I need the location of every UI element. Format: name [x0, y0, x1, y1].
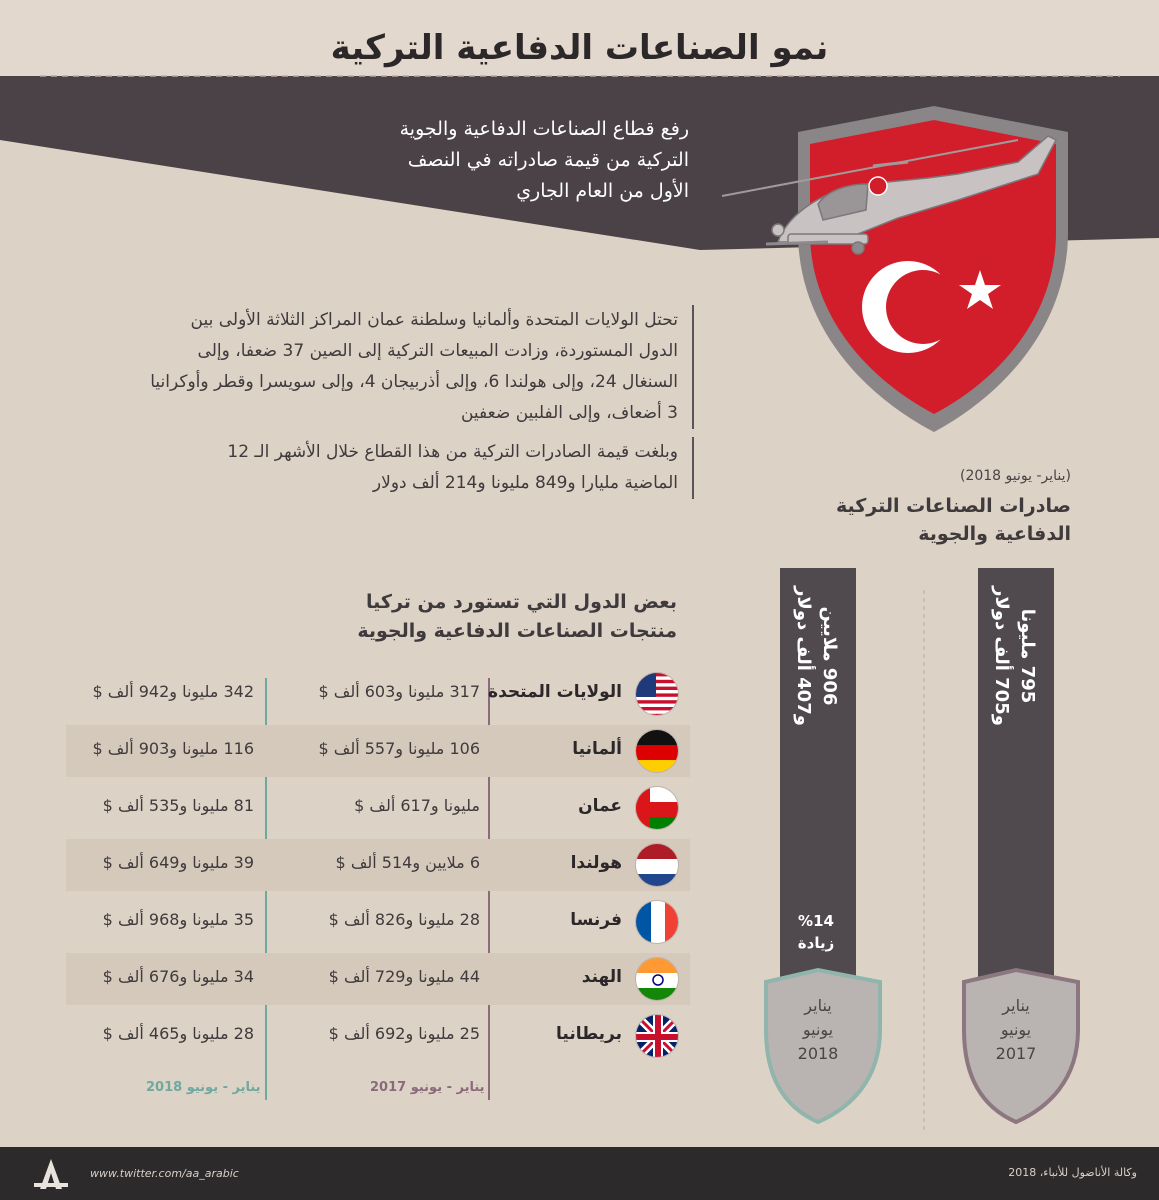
countries-title-line: بعض الدول التي تستورد من تركيا: [366, 591, 677, 613]
increase-badge: [780, 910, 852, 954]
bar-2018-line2: و407 ألف دولار: [793, 586, 814, 726]
france-flag-icon: [635, 900, 679, 944]
country-name: الولايات المتحدة: [488, 682, 622, 702]
paragraph-importers: [134, 305, 694, 429]
bar-2018-label: [790, 586, 842, 726]
country-name: ألمانيا: [572, 739, 622, 759]
turkish-shield-emblem: [718, 92, 1098, 452]
countries-title-line: منتجات الصناعات الدفاعية والجوية: [357, 620, 677, 642]
increase-percent: %14: [798, 912, 834, 930]
exports-title-line: الدفاعية والجوية: [918, 523, 1071, 545]
value-2017: مليونا و617 ألف $: [354, 796, 480, 815]
value-2018: 116 مليونا و903 ألف $: [92, 739, 254, 758]
table-row: [66, 839, 690, 891]
paragraph-line: السنغال 24، وإلى هولندا 6، وإلى أذربيجان 4، وإلى سويسرا وقطر وأوكرانيا: [150, 372, 678, 392]
uk-flag-icon: [635, 1014, 679, 1058]
bar-2017-line2: و705 ألف دولار: [991, 586, 1012, 726]
bar-2017-label: [988, 586, 1040, 726]
value-2017: 25 مليونا و692 ألف $: [328, 1024, 480, 1043]
shield-2017-label: [956, 994, 1076, 1066]
paragraph-line: تحتل الولايات المتحدة وألمانيا وسلطنة عمان المراكز الثلاثة الأولى بين: [190, 310, 678, 330]
exports-period: (يناير- يونيو 2018): [959, 468, 1071, 484]
intro-text: [269, 114, 689, 207]
period-2018-label: يناير - يونيو 2018: [146, 1080, 261, 1095]
footer-copyright: وكالة الأناضول للأنباء، 2018: [1008, 1166, 1137, 1179]
shield-line: يناير: [804, 996, 832, 1015]
countries-title: [317, 588, 677, 646]
country-name: الهند: [581, 967, 622, 987]
table-row: [66, 668, 690, 720]
aa-logo-icon: [30, 1155, 72, 1193]
value-2018: 28 مليونا و465 ألف $: [102, 1024, 254, 1043]
shield-line: يناير: [1002, 996, 1030, 1015]
increase-word: زيادة: [797, 934, 835, 952]
paragraph-line: الماضية مليارا و849 مليونا و214 ألف دولار: [372, 473, 678, 493]
value-2017: 6 ملايين و514 ألف $: [335, 853, 480, 872]
germany-flag-icon: [635, 729, 679, 773]
usa-flag-icon: [635, 672, 679, 716]
paragraph-line: 3 أضعاف، وإلى الفلبين ضعفين: [460, 403, 678, 423]
country-name: بريطانيا: [556, 1024, 622, 1044]
value-2018: 39 مليونا و649 ألف $: [102, 853, 254, 872]
paragraph-annual-value: [134, 437, 694, 499]
footer: [0, 1147, 1159, 1200]
shield-2018-label: [758, 994, 878, 1066]
value-2017: 28 مليونا و826 ألف $: [328, 910, 480, 929]
value-2017: 44 مليونا و729 ألف $: [328, 967, 480, 986]
value-2018: 34 مليونا و676 ألف $: [102, 967, 254, 986]
shield-line: 2017: [995, 1044, 1037, 1063]
page-title: نمو الصناعات الدفاعية التركية: [330, 28, 829, 68]
paragraph-line: وبلغت قيمة الصادرات التركية من هذا القطاع خلال الأشهر الـ 12: [227, 442, 678, 462]
oman-flag-icon: [635, 786, 679, 830]
india-flag-icon: [635, 957, 679, 1001]
paragraph-line: الدول المستوردة، وزادت المبيعات التركية إلى الصين 37 ضعفا، وإلى: [197, 341, 678, 361]
intro-line: الأول من العام الجاري: [516, 180, 689, 202]
bar-2018-line1: 906 ملايين: [819, 606, 840, 706]
table-row: [66, 896, 690, 948]
shield-line: 2018: [797, 1044, 839, 1063]
exports-title: [811, 492, 1071, 548]
footer-url[interactable]: www.twitter.com/aa_arabic: [90, 1167, 239, 1180]
value-2018: 342 مليونا و942 ألف $: [92, 682, 254, 701]
exports-title-line: صادرات الصناعات التركية: [835, 495, 1071, 517]
intro-line: رفع قطاع الصناعات الدفاعية والجوية: [399, 118, 689, 140]
country-name: فرنسا: [570, 910, 622, 930]
table-row: [66, 725, 690, 777]
netherlands-flag-icon: [635, 843, 679, 887]
shield-line: يونيو: [1000, 1020, 1032, 1039]
country-name: هولندا: [570, 853, 622, 873]
table-row: [66, 1010, 690, 1062]
bar-2017-line1: 795 مليونا: [1017, 608, 1038, 704]
value-2018: 35 مليونا و968 ألف $: [102, 910, 254, 929]
value-2017: 106 مليونا و557 ألف $: [318, 739, 480, 758]
intro-line: التركية من قيمة صادراته في النصف: [407, 149, 689, 171]
shield-line: يونيو: [802, 1020, 834, 1039]
value-2017: 317 مليونا و603 ألف $: [318, 682, 480, 701]
value-2018: 81 مليونا و535 ألف $: [102, 796, 254, 815]
table-row: [66, 782, 690, 834]
country-name: عمان: [578, 796, 622, 816]
period-2017-label: يناير - يونيو 2017: [370, 1080, 485, 1095]
table-row: [66, 953, 690, 1005]
